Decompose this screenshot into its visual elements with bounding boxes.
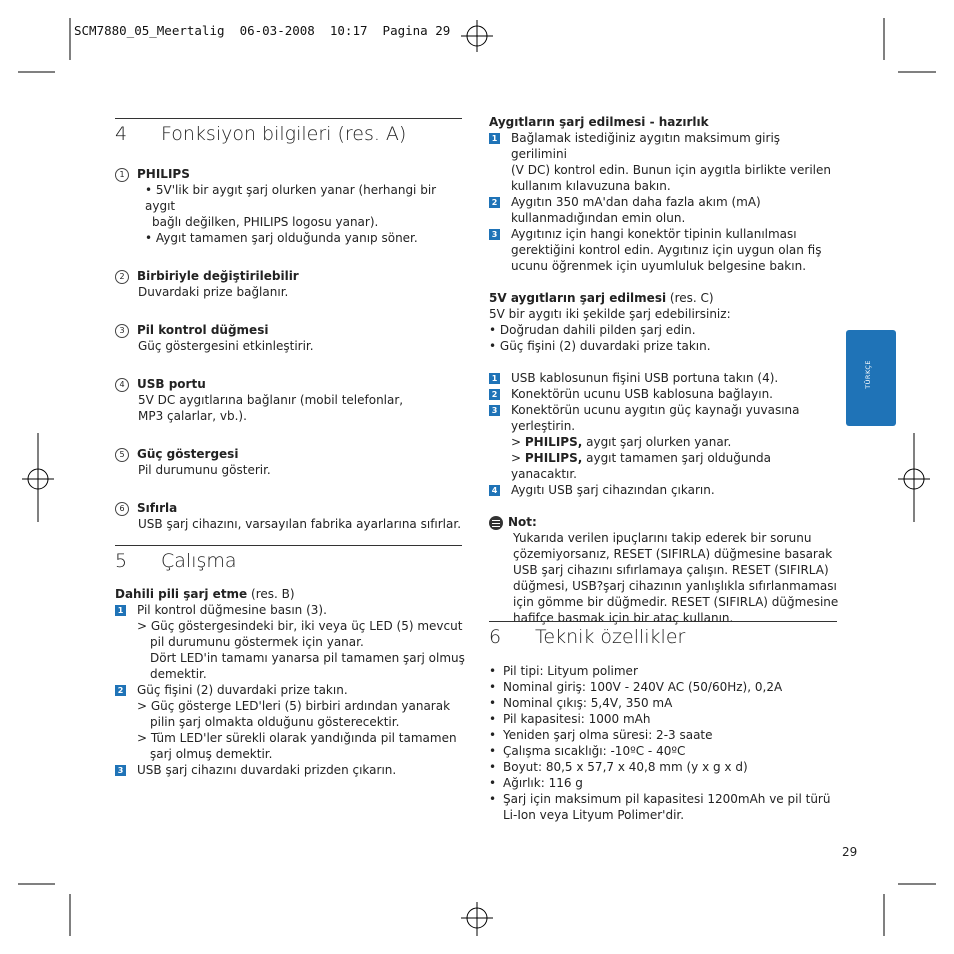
step: 3 Konektörün ucunu aygıtın güç kaynağı yuvasına yerleştirin. > PHILIPS, aygıt şarj olurken yanar. > PHILIPS, aygıt tamamen şarj olduğunda yanacaktır.	[489, 402, 839, 482]
feature-item: 6 Sıfırla USB şarj cihazını, varsayılan fabrika ayarlarına sıfırlar.	[115, 500, 465, 532]
step-number: 2	[115, 685, 126, 696]
step-number: 4	[489, 485, 500, 496]
step-number: 1	[489, 133, 500, 144]
spec-item: • Pil tipi: Lityum polimer	[489, 663, 839, 679]
step-number: 2	[489, 389, 500, 400]
feature-item: 3 Pil kontrol düğmesi Güç göstergesini etkinleştirir.	[115, 322, 465, 354]
step-number: 3	[489, 405, 500, 416]
feature-item: 1 PHILIPS • 5V'lik bir aygıt şarj olurken yanar (herhangi bir aygıt bağlı değilken, PHILIPS logosu yanar). • Aygıt tamamen şarj olduğunda yanıp söner.	[115, 166, 465, 246]
operation-instructions: Dahili pili şarj etme (res. B) 1 Pil kontrol düğmesine basın (3). > Güç göstergesindeki bir, iki veya üç LED (5) mevcut pil durumunu göstermek için yanar. Dört LED'in tamamı yanarsa pil tamamen şarj olmuş demektir. 2 Güç fişini (2) duvardaki prize takın. > Güç gösterge LED'leri (5) birbiri ardından yanarak pilin şarj olmakta olduğunu gösterecektir. > Tüm LED'ler sürekli olarak yandığında pil tamamen şarj olmuş demektir. 3 USB şarj cihazını duvardaki prizden çıkarın.	[115, 587, 465, 777]
step: 1 Bağlamak istediğiniz aygıtın maksimum giriş gerilimini (V DC) kontrol edin. Bunun için aygıtla birlikte verilen kullanım kılavuzuna bakın.	[489, 130, 839, 194]
spec-item: • Yeniden şarj olma süresi: 2-3 saate	[489, 727, 839, 743]
spec-item: • Ağırlık: 116 g	[489, 775, 839, 791]
section-5-heading: 5 Çalışma	[115, 545, 462, 572]
step-number: 1	[115, 605, 126, 616]
step: 1 USB kablosunun fişini USB portuna takın (4).	[489, 370, 839, 386]
spec-list: • Pil tipi: Lityum polimer • Nominal giriş: 100V - 240V AC (50/60Hz), 0,2A • Nominal çıkış: 5,4V, 350 mA • Pil kapasitesi: 1000 mAh • Yeniden şarj olma süresi: 2-3 saate • Çalışma sıcaklığı: -10ºC - 40ºC • Boyut: 80,5 x 57,7 x 40,8 mm (y x g x d) • Ağırlık: 116 g • Şarj için maksimum pil kapasitesi 1200mAh ve pil türü Li-Ion veya Lityum Polimer'dir.	[489, 663, 839, 823]
charging-preparation: Aygıtların şarj edilmesi - hazırlık 1 Bağlamak istediğiniz aygıtın maksimum giriş gerilimini (V DC) kontrol edin. Bunun için aygıtla birlikte verilen kullanım kılavuzuna bakın. 2 Aygıtın 350 mA'dan daha fazla akım (mA) kullanmadığından emin olun. 3 Aygıtınız için hangi konektör tipinin kullanılması gerektiğini kontrol edin. Aygıtınız için uygun olan fiş ucunu öğrenmek için uyumluluk belgesine bakın. 5V aygıtların şarj edilmesi (res. C) 5V bir aygıtı iki şekilde şarj edebilirsiniz: • Doğrudan dahili pilden şarj edin. • Güç fişini (2) duvardaki prize takın. 1 USB kablosunun fişini USB portuna takın (4). 2 Konektörün ucunu USB kablosuna bağlayın. 3 Konektörün ucunu aygıtın güç kaynağı yuvasına yerleştirin. > PHILIPS, aygıt şarj olurken yanar. > PHILIPS, aygıt tamamen şarj olduğunda yanacaktır. 4 Aygıtı USB şarj cihazından çıkarın. Not: Yukarıda verilen ipuçlarını takip ederek bir sorunu çözemiyorsanız, RESET (SIFIRLA) düğmesine basarak USB şarj cihazını sıfırlamaya çalışın. RESET (SIFIRLA) düğmesi, USB?şarj cihazının yanlışlıkla sıfırlanmaması için gömme bir düğmedir. RESET (SIFIRLA) düğmesine hafifçe basmak için bir ataç kullanın.	[489, 115, 839, 625]
spec-item: • Nominal giriş: 100V - 240V AC (50/60Hz), 0,2A	[489, 679, 839, 695]
step-number: 3	[489, 229, 500, 240]
spec-item: • Çalışma sıcaklığı: -10ºC - 40ºC	[489, 743, 839, 759]
spec-item: • Şarj için maksimum pil kapasitesi 1200mAh ve pil türü	[489, 791, 839, 807]
feature-item: 5 Güç göstergesi Pil durumunu gösterir.	[115, 446, 465, 478]
feature-item: 2 Birbiriyle değiştirilebilir Duvardaki prize bağlanır.	[115, 268, 465, 300]
step: 2 Aygıtın 350 mA'dan daha fazla akım (mA) kullanmadığından emin olun.	[489, 194, 839, 226]
spec-item: • Boyut: 80,5 x 57,7 x 40,8 mm (y x g x d)	[489, 759, 839, 775]
print-header: SCM7880_05_Meertalig 06-03-2008 10:17 Pagina 29	[74, 23, 451, 38]
spec-item: • Nominal çıkış: 5,4V, 350 mA	[489, 695, 839, 711]
step: 4 Aygıtı USB şarj cihazından çıkarın.	[489, 482, 839, 498]
section-4-heading: 4 Fonksiyon bilgileri (res. A)	[115, 118, 462, 145]
note-box: Not: Yukarıda verilen ipuçlarını takip ederek bir sorunu çözemiyorsanız, RESET (SIFIRLA) düğmesine basarak USB şarj cihazını sıfırlamaya çalışın. RESET (SIFIRLA) düğmesi, USB?şarj cihazının yanlışlıkla sıfırlanmaması için gömme bir düğmedir. RESET (SIFIRLA) düğmesine hafifçe basmak için bir ataç kullanın.	[489, 514, 839, 626]
step-number: 2	[489, 197, 500, 208]
page-number: 29	[842, 845, 858, 859]
section-6-heading: 6 Teknik özellikler	[489, 621, 837, 648]
step: 2 Güç fişini (2) duvardaki prize takın.	[115, 682, 465, 698]
note-icon	[489, 516, 503, 530]
step: 3 Aygıtınız için hangi konektör tipinin kullanılması gerektiğini kontrol edin. Aygıtınız için uygun olan fiş ucunu öğrenmek için uyumluluk belgesine bakın.	[489, 226, 839, 274]
feature-list	[115, 166, 465, 546]
step: 1 Pil kontrol düğmesine basın (3).	[115, 602, 465, 618]
feature-item: 4 USB portu 5V DC aygıtlarına bağlanır (mobil telefonlar, MP3 çalarlar, vb.).	[115, 376, 465, 424]
step: 2 Konektörün ucunu USB kablosuna bağlayın.	[489, 386, 839, 402]
step: 3 USB şarj cihazını duvardaki prizden çıkarın.	[115, 762, 465, 778]
step-number: 1	[489, 373, 500, 384]
spec-item: • Pil kapasitesi: 1000 mAh	[489, 711, 839, 727]
language-tab: TÜRKÇE	[846, 330, 896, 426]
step-number: 3	[115, 765, 126, 776]
